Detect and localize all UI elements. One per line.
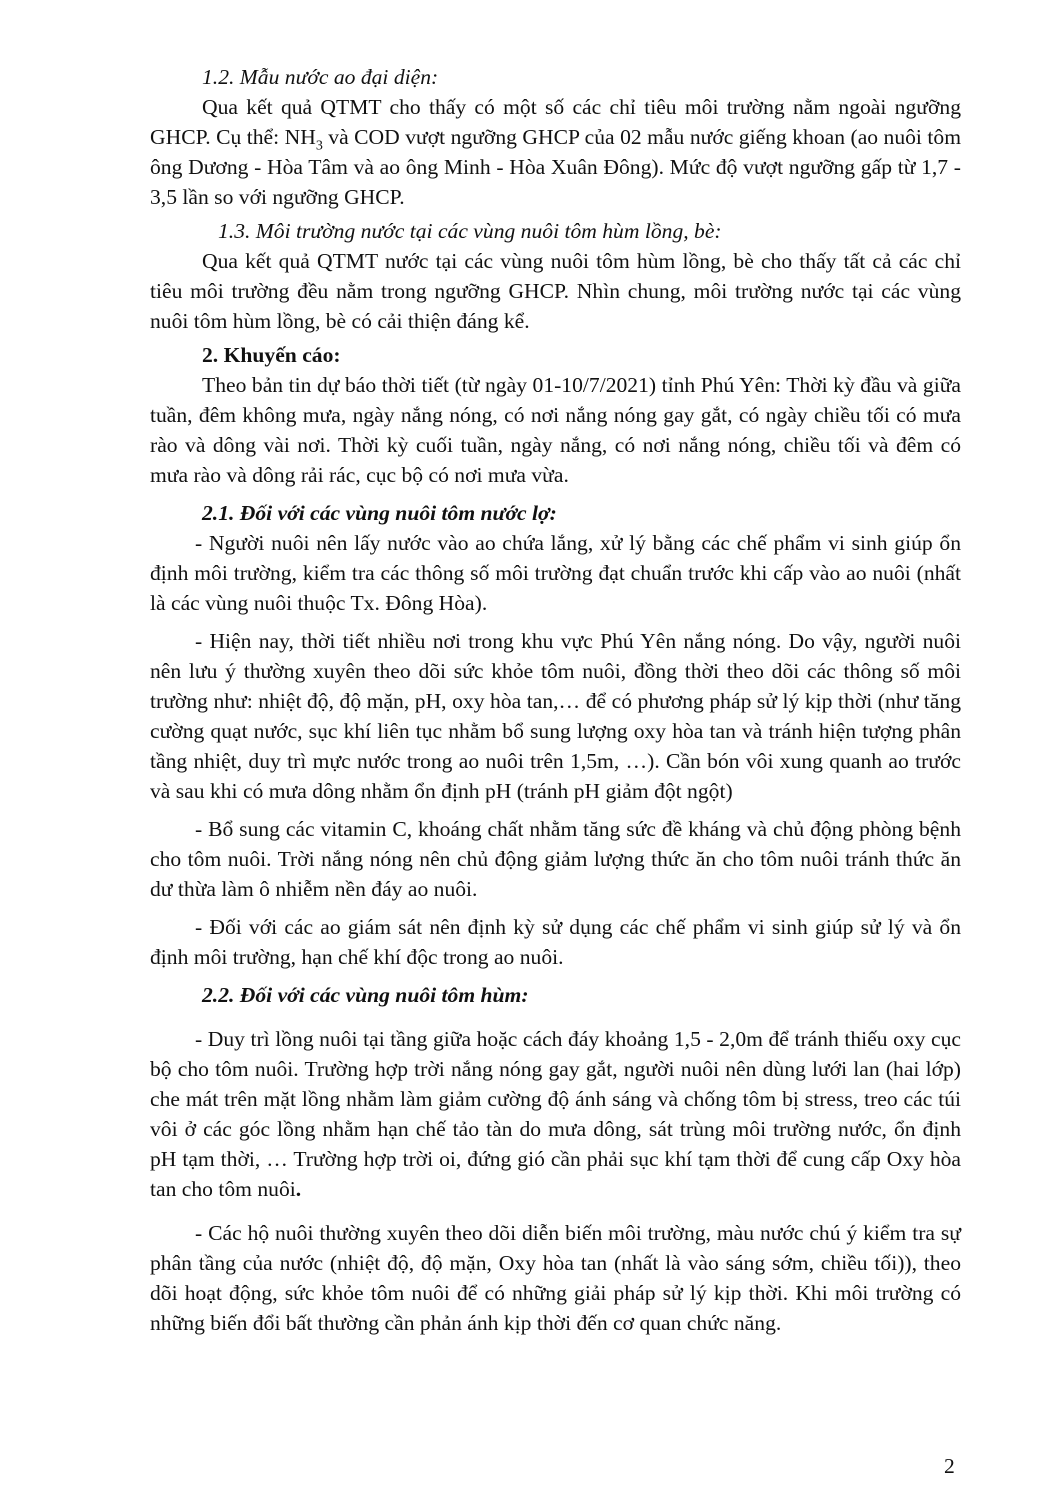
subscript-3: 3 [315, 138, 323, 154]
page-number: 2 [944, 1454, 955, 1478]
paragraph-1-3: Qua kết quả QTMT nước tại các vùng nuôi tôm hùm lồng, bè cho thấy tất cả các chỉ tiêu môi trường đều nằm trong ngưỡng GHCP. Nhìn chung, môi trường nước tại các vùng nuôi tôm hùm lồng, bè có cải thiện đáng kể. [150, 249, 961, 333]
heading-2-1: 2.1. Đối với các vùng nuôi tôm nước lợ: [202, 501, 557, 525]
list-item-2-1-4: - Đối với các ao giám sát nên định kỳ sử dụng các chế phẩm vi sinh giúp sử lý và ổn định môi trường, hạn chế khí độc trong ao nuôi. [150, 915, 961, 969]
heading-1-2: 1.2. Mẫu nước ao đại diện: [202, 65, 439, 89]
list-item-2-2-1 [150, 1024, 961, 1204]
list-item-2-1-3: - Bổ sung các vitamin C, khoáng chất nhằm tăng sức đề kháng và chủ động phòng bệnh cho tôm nuôi. Trời nắng nóng nên chủ động giảm lượng thức ăn cho tôm nuôi tránh thức ăn dư thừa làm ô nhiễm nền đáy ao nuôi. [150, 817, 961, 901]
heading-2-2: 2.2. Đối với các vùng nuôi tôm hùm: [202, 983, 529, 1007]
paragraph-1-2 [150, 92, 961, 212]
list-item-2-1-1: - Người nuôi nên lấy nước vào ao chứa lắng, xử lý bằng các chế phẩm vi sinh giúp ổn định môi trường, kiểm tra các thông số môi trường đạt chuẩn trước khi cấp vào ao nuôi (nhất là các vùng nuôi thuộc Tx. Đông Hòa). [150, 531, 961, 615]
list-item-2-2-2: - Các hộ nuôi thường xuyên theo dõi diễn biến môi trường, màu nước chú ý kiểm tra sự phân tầng của nước (nhiệt độ, độ mặn, Oxy hòa tan (nhất là vào sáng sớm, chiều tối)), theo dõi hoạt động, sức khỏe tôm nuôi để có những giải pháp sử lý kịp thời. Khi môi trường có những biến đổi bất thường cần phản ánh kịp thời đến cơ quan chức năng. [150, 1221, 961, 1335]
paragraph-2: Theo bản tin dự báo thời tiết (từ ngày 01-10/7/2021) tỉnh Phú Yên: Thời kỳ đầu và giữa tuần, đêm không mưa, ngày nắng nóng, có nơi nắng nóng gay gắt, có ngày chiều tối có mưa rào và dông vài nơi. Thời kỳ cuối tuần, ngày nắng, có nơi nắng nóng, chiều tối và đêm có mưa rào và dông rải rác, cục bộ có nơi mưa vừa. [150, 373, 961, 487]
paragraph-1-2-text-a: Qua kết quả QTMT cho thấy có một số các chỉ tiêu môi trường nằm ngoài ngưỡng GHCP. Cụ thể: NH [150, 95, 961, 149]
list-item-2-2-1-text: - Duy trì lồng nuôi tại tầng giữa hoặc cách đáy khoảng 1,5 - 2,0m để tránh thiếu oxy cục bộ cho tôm nuôi. Trường hợp trời nắng nóng gay gắt, người nuôi nên dùng lưới lan (hai lớp) che mát trên mặt lồng nhằm làm giảm cường độ ánh sáng và chống tôm bị stress, treo các túi vôi ở các góc lồng nhằm hạn chế tảo tàn do mưa dông, sát trùng môi trường nước, ổn định pH tạm thời, … Trường hợp trời oi, đứng gió cần phải sục khí tạm thời để cung cấp Oxy hòa tan cho tôm nuôi [150, 1027, 961, 1201]
paragraph-1-2-text-b: và COD vượt ngưỡng GHCP của 02 mẫu nước giếng khoan (ao nuôi tôm ông Dương - Hòa Tâm và ao ông Minh - Hòa Xuân Đông). Mức độ vượt ngưỡng gấp từ 1,7 - 3,5 lần so với ngưỡng GHCP. [150, 125, 962, 209]
heading-2: 2. Khuyến cáo: [202, 343, 341, 367]
heading-1-3: 1.3. Môi trường nước tại các vùng nuôi tôm hùm lồng, bè: [218, 219, 722, 243]
list-item-2-1-2: - Hiện nay, thời tiết nhiều nơi trong khu vực Phú Yên nắng nóng. Do vậy, người nuôi nên lưu ý thường xuyên theo dõi sức khỏe tôm nuôi, đồng thời theo dõi các thông số môi trường như: nhiệt độ, độ mặn, pH, oxy hòa tan,… để có phương pháp sử lý kịp thời (như tăng cường quạt nước, sục khí liên tục nhằm bổ sung lượng oxy hòa tan và tránh hiện tượng phân tầng nhiệt, duy trì mực nước trong ao nuôi trên 1,5m, …). Cần bón vôi xung quanh ao trước và sau khi có mưa dông nhằm ổn định pH (tránh pH giảm đột ngột) [150, 629, 961, 803]
list-item-2-2-1-end: . [295, 1177, 302, 1201]
document-body [150, 62, 961, 1338]
